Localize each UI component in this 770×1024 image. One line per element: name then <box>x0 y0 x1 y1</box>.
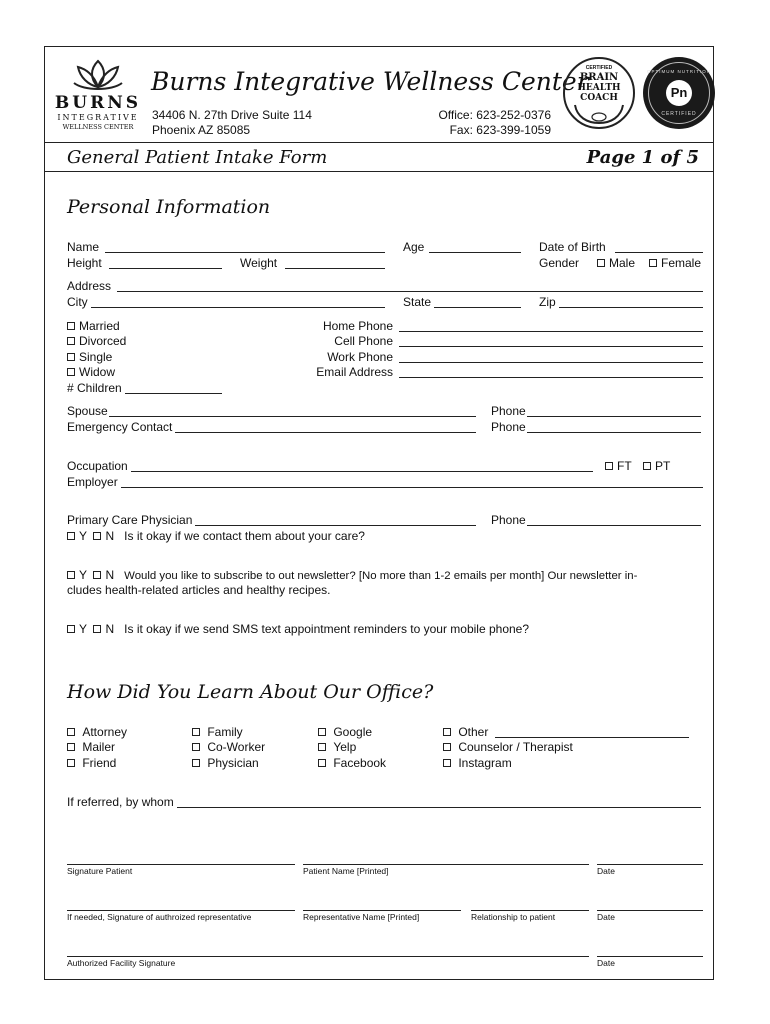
attorney-checkbox[interactable] <box>67 728 75 736</box>
seal1-line3: COACH <box>580 93 618 103</box>
female-label: Female <box>661 256 702 270</box>
coworker-label: Co-Worker <box>207 740 266 754</box>
seal2-bottom: CERTIFIED <box>661 111 697 117</box>
name-label: Name <box>67 240 100 254</box>
optimum-nutrition-seal <box>643 57 715 129</box>
married-label: Married <box>79 319 120 333</box>
height-field[interactable] <box>109 268 222 269</box>
rep-date-line[interactable] <box>597 910 703 911</box>
contact-no-label: N <box>105 529 115 543</box>
rep-signature-line[interactable] <box>67 910 295 911</box>
emergency-phone-field[interactable] <box>527 432 701 433</box>
emergency-phone-label: Phone <box>491 420 526 434</box>
newsletter-no-label: N <box>105 568 115 582</box>
email-field[interactable] <box>399 377 703 378</box>
ref-counselor[interactable] <box>443 740 573 754</box>
pcp-label: Primary Care Physician <box>67 513 193 527</box>
pt-label: PT <box>655 459 671 473</box>
email-label: Email Address <box>316 365 393 379</box>
seal2-ring-text: OPTIMUM NUTRITION <box>647 69 711 74</box>
header-rule-bottom <box>45 171 713 172</box>
contact-question <box>67 529 365 543</box>
ref-friend[interactable] <box>67 756 116 770</box>
address-field[interactable] <box>117 291 703 292</box>
gender-label: Gender <box>539 256 580 270</box>
referred-by-label: If referred, by whom <box>67 795 174 809</box>
divorced-label: Divorced <box>79 334 127 348</box>
seal1-line1: BRAIN <box>579 72 619 83</box>
male-checkbox[interactable] <box>597 259 605 267</box>
occupation-field[interactable] <box>131 471 593 472</box>
org-name: Burns Integrative Wellness Center <box>151 67 589 96</box>
mailer-label: Mailer <box>82 740 116 754</box>
office-phone: Office: 623-252-0376 <box>438 108 551 122</box>
page-label: Page 1 of 5 <box>586 147 699 168</box>
ref-attorney[interactable] <box>67 725 127 739</box>
referred-by-field[interactable] <box>177 807 701 808</box>
seal2-mark: Pn <box>670 85 688 100</box>
ref-facebook[interactable] <box>318 756 386 770</box>
widow-label: Widow <box>79 365 116 379</box>
zip-field[interactable] <box>559 307 703 308</box>
age-field[interactable] <box>429 252 521 253</box>
male-label: Male <box>609 256 636 270</box>
logo-sub2: WELLNESS CENTER <box>62 123 134 131</box>
newsletter-yes-label: Y <box>79 568 87 582</box>
height-label: Height <box>67 256 102 270</box>
sms-yes-label: Y <box>79 622 87 636</box>
patient-name-line[interactable] <box>303 864 589 865</box>
rep-name-label: Representative Name [Printed] <box>303 912 420 922</box>
state-field[interactable] <box>434 307 521 308</box>
mailer-checkbox[interactable] <box>67 743 75 751</box>
patient-name-label: Patient Name [Printed] <box>303 866 389 876</box>
burns-logo <box>53 57 143 137</box>
name-field[interactable] <box>105 252 385 253</box>
facility-signature-line[interactable] <box>67 956 589 957</box>
ft-checkbox[interactable] <box>605 462 613 470</box>
sms-no-checkbox[interactable] <box>93 625 101 633</box>
header-rule-top <box>45 142 713 143</box>
patient-date-label: Date <box>597 866 615 876</box>
employer-field[interactable] <box>121 487 703 488</box>
ref-family[interactable] <box>192 725 243 739</box>
logo-sub1: INTEGRATIVE <box>57 113 139 122</box>
home-phone-field[interactable] <box>399 331 703 332</box>
fax-number: Fax: 623-399-1059 <box>449 123 551 137</box>
patient-date-line[interactable] <box>597 864 703 865</box>
rep-name-line[interactable] <box>303 910 461 911</box>
instagram-checkbox[interactable] <box>443 759 451 767</box>
family-label: Family <box>207 725 243 739</box>
sms-yes-checkbox[interactable] <box>67 625 75 633</box>
friend-label: Friend <box>82 756 117 770</box>
form-title: General Patient Intake Form <box>67 147 328 168</box>
gender-female-option[interactable] <box>649 256 701 270</box>
widow-checkbox[interactable] <box>67 368 75 376</box>
laurel-icon <box>565 103 633 127</box>
cell-phone-field[interactable] <box>399 346 703 347</box>
single-checkbox[interactable] <box>67 353 75 361</box>
divorced-option[interactable] <box>67 334 126 348</box>
rep-signature-label: If needed, Signature of authroized representative <box>67 912 252 922</box>
ref-mailer[interactable] <box>67 740 115 754</box>
ft-option[interactable] <box>605 459 632 473</box>
physician-label: Physician <box>207 756 259 770</box>
spouse-phone-field[interactable] <box>527 416 701 417</box>
pcp-phone-field[interactable] <box>527 525 701 526</box>
spouse-phone-label: Phone <box>491 404 526 418</box>
patient-signature-label: Signature Patient <box>67 866 133 876</box>
dob-field[interactable] <box>615 252 703 253</box>
counselor-checkbox[interactable] <box>443 743 451 751</box>
ft-label: FT <box>617 459 632 473</box>
work-phone-label: Work Phone <box>327 350 393 364</box>
cell-phone-label: Cell Phone <box>334 334 393 348</box>
single-option[interactable] <box>67 350 112 364</box>
other-field[interactable] <box>495 737 689 738</box>
facility-signature-label: Authorized Facility Signature <box>67 958 176 968</box>
facebook-label: Facebook <box>333 756 387 770</box>
brain-health-coach-seal <box>563 57 635 129</box>
occupation-label: Occupation <box>67 459 128 473</box>
logo-word: BURNS <box>54 93 142 113</box>
city-label: City <box>67 295 88 309</box>
pn-mark-icon <box>666 80 692 106</box>
contact-yes-label: Y <box>79 529 87 543</box>
newsletter-question <box>67 568 637 583</box>
widow-option[interactable] <box>67 365 115 379</box>
facebook-checkbox[interactable] <box>318 759 326 767</box>
pt-checkbox[interactable] <box>643 462 651 470</box>
age-label: Age <box>403 240 425 254</box>
referral-heading: How Did You Learn About Our Office? <box>67 681 434 703</box>
friend-checkbox[interactable] <box>67 759 75 767</box>
newsletter-question-cont: cludes health-related articles and healthy recipes. <box>67 583 331 597</box>
city-field[interactable] <box>91 307 385 308</box>
contact-yes-checkbox[interactable] <box>67 532 75 540</box>
ref-coworker[interactable] <box>192 740 265 754</box>
spouse-label: Spouse <box>67 404 108 418</box>
instagram-label: Instagram <box>458 756 512 770</box>
divorced-checkbox[interactable] <box>67 337 75 345</box>
lotus-icon <box>70 57 126 91</box>
contact-question-text: Is it okay if we contact them about your care? <box>124 529 365 543</box>
personal-heading: Personal Information <box>67 196 271 218</box>
google-checkbox[interactable] <box>318 728 326 736</box>
spouse-field[interactable] <box>109 416 476 417</box>
facility-date-line[interactable] <box>597 956 703 957</box>
gender-male-option[interactable] <box>597 256 635 270</box>
newsletter-yes-checkbox[interactable] <box>67 571 75 579</box>
children-label: # Children <box>67 381 122 395</box>
female-checkbox[interactable] <box>649 259 657 267</box>
attorney-label: Attorney <box>82 725 128 739</box>
form-frame <box>44 46 714 980</box>
counselor-label: Counselor / Therapist <box>458 740 573 754</box>
sms-question <box>67 622 529 636</box>
yelp-label: Yelp <box>333 740 357 754</box>
dob-label: Date of Birth <box>539 240 606 254</box>
employer-label: Employer <box>67 475 118 489</box>
pt-option[interactable] <box>643 459 670 473</box>
work-phone-field[interactable] <box>399 362 703 363</box>
google-label: Google <box>333 725 373 739</box>
children-field[interactable] <box>125 393 222 394</box>
married-checkbox[interactable] <box>67 322 75 330</box>
pcp-phone-label: Phone <box>491 513 526 527</box>
weight-field[interactable] <box>285 268 385 269</box>
rep-date-label: Date <box>597 912 615 922</box>
seal1-top: CERTIFIED <box>585 65 613 71</box>
seal1-line2: HEALTH <box>577 83 621 93</box>
yelp-checkbox[interactable] <box>318 743 326 751</box>
weight-label: Weight <box>240 256 278 270</box>
patient-signature-line[interactable] <box>67 864 295 865</box>
ref-instagram[interactable] <box>443 756 512 770</box>
family-checkbox[interactable] <box>192 728 200 736</box>
single-label: Single <box>79 350 113 364</box>
pcp-field[interactable] <box>195 525 476 526</box>
address-label: Address <box>67 279 112 293</box>
emergency-field[interactable] <box>175 432 476 433</box>
ref-yelp[interactable] <box>318 740 356 754</box>
contact-no-checkbox[interactable] <box>93 532 101 540</box>
state-label: State <box>403 295 432 309</box>
newsletter-question-text: Would you like to subscribe to out newsletter? [No more than 1-2 emails per month] Our newsletter in- <box>124 570 638 582</box>
married-option[interactable] <box>67 319 120 333</box>
sms-question-text: Is it okay if we send SMS text appointment reminders to your mobile phone? <box>124 622 530 636</box>
home-phone-label: Home Phone <box>322 319 393 333</box>
emergency-label: Emergency Contact <box>67 420 173 434</box>
relationship-label: Relationship to patient <box>471 912 556 922</box>
sms-no-label: N <box>105 622 115 636</box>
newsletter-no-checkbox[interactable] <box>93 571 101 579</box>
other-label: Other <box>458 725 489 739</box>
physician-checkbox[interactable] <box>192 759 200 767</box>
coworker-checkbox[interactable] <box>192 743 200 751</box>
facility-date-label: Date <box>597 958 615 968</box>
other-checkbox[interactable] <box>443 728 451 736</box>
ref-other[interactable] <box>443 725 488 739</box>
relationship-line[interactable] <box>471 910 589 911</box>
address-line1: 34406 N. 27th Drive Suite 114 <box>152 108 312 122</box>
ref-google[interactable] <box>318 725 372 739</box>
ref-physician[interactable] <box>192 756 259 770</box>
address-line2: Phoenix AZ 85085 <box>152 123 251 137</box>
zip-label: Zip <box>539 295 556 309</box>
